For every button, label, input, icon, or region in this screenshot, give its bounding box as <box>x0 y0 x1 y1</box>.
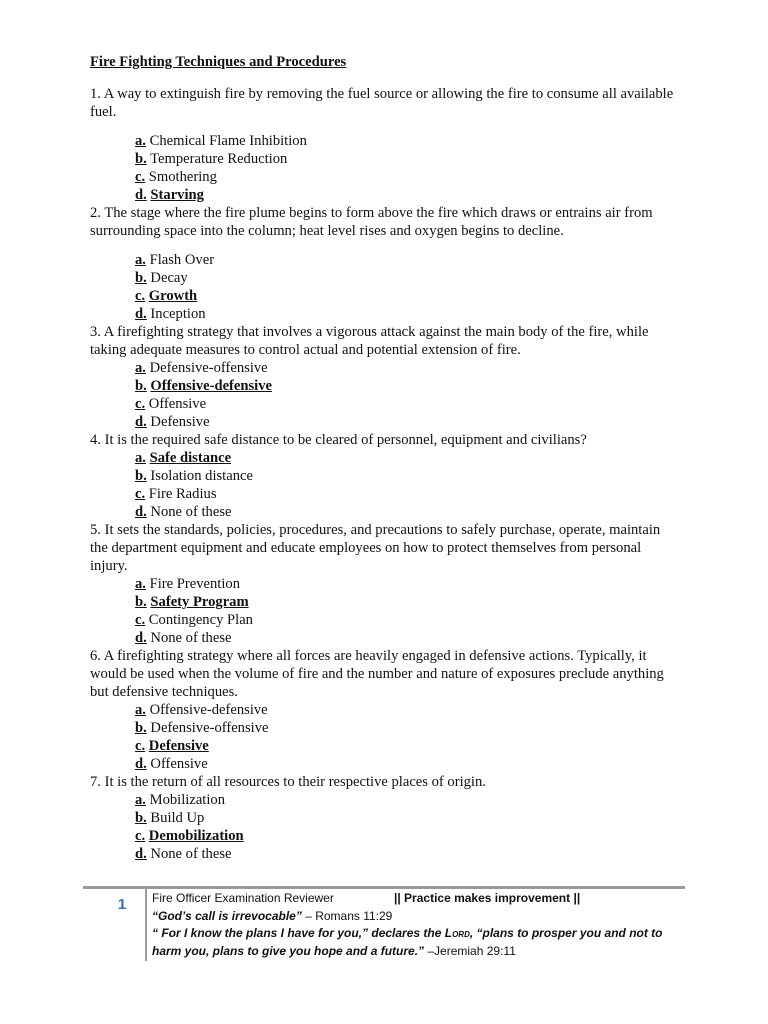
option-c: c. Fire Radius <box>135 486 217 502</box>
option-b: b. Temperature Reduction <box>135 151 288 167</box>
option-a: a. Flash Over <box>135 252 215 268</box>
option-c-correct: c. Defensive <box>135 738 209 754</box>
page-title: Fire Fighting Techniques and Procedures <box>90 54 347 70</box>
option-c-correct: c. Growth <box>135 288 198 304</box>
option-list <box>90 359 680 431</box>
option-a-correct: a. Safe distance <box>135 450 232 466</box>
question-text: 2. The stage where the fire plume begins to form above the fire which draws or entrains air from surrounding space into the column; heat level rises and oxygen begins to decline. <box>90 205 653 239</box>
option-d: d. None of these <box>135 846 232 862</box>
question-4 <box>90 431 680 521</box>
option-b: b. Decay <box>135 270 188 286</box>
option-c-correct: c. Demobilization <box>135 828 244 844</box>
option-d: d. None of these <box>135 504 232 520</box>
option-b: b. Isolation distance <box>135 468 253 484</box>
option-a: a. Chemical Flame Inhibition <box>135 133 307 149</box>
question-1 <box>90 85 680 204</box>
motto: || Practice makes improvement || <box>394 891 581 905</box>
footer-divider <box>145 889 147 961</box>
option-d: d. Offensive <box>135 756 208 772</box>
option-b-correct: b. Offensive-defensive <box>135 378 273 394</box>
question-text: 5. It sets the standards, policies, procedures, and precautions to safely purchase, operate, maintain the department equipment and educate employees on how to protect themselves from personal injury. <box>90 522 661 574</box>
option-list <box>90 251 680 323</box>
option-a: a. Defensive-offensive <box>135 360 268 376</box>
question-text: 7. It is the return of all resources to their respective places of origin. <box>90 774 486 790</box>
question-text: 6. A firefighting strategy where all forces are heavily engaged in defensive actions. Typically, it would be used when the volume of fire and the number and nature of exposures preclude anything but defensive techniques. <box>90 648 664 700</box>
page-content <box>90 53 680 863</box>
option-c: c. Contingency Plan <box>135 612 253 628</box>
option-d-correct: d. Starving <box>135 187 204 203</box>
option-c: c. Smothering <box>135 169 217 185</box>
option-b: b. Build Up <box>135 810 205 826</box>
option-d: d. Inception <box>135 306 206 322</box>
question-text: 1. A way to extinguish fire by removing the fuel source or allowing the fire to consume all available fuel. <box>90 86 674 120</box>
option-d: d. None of these <box>135 630 232 646</box>
exam-title: Fire Officer Examination Reviewer <box>152 891 334 905</box>
option-b: b. Defensive-offensive <box>135 720 269 736</box>
option-list <box>90 132 680 204</box>
option-a: a. Fire Prevention <box>135 576 240 592</box>
footer-header-line <box>152 890 682 908</box>
option-a: a. Offensive-defensive <box>135 702 268 718</box>
option-list <box>90 791 680 863</box>
question-3 <box>90 323 680 431</box>
option-c: c. Offensive <box>135 396 207 412</box>
question-7 <box>90 773 680 863</box>
option-b-correct: b. Safety Program <box>135 594 249 610</box>
verse-jeremiah: “ For I know the plans I have for you,” declares the Lord, “plans to prosper you and not to harm you, plans to give you hope and a future.” –Jeremiah 29:11 <box>152 926 663 958</box>
option-a: a. Mobilization <box>135 792 226 808</box>
verse-romans: “God’s call is irrevocable” – Romans 11:29 <box>152 908 393 923</box>
option-list <box>90 449 680 521</box>
question-5 <box>90 521 680 647</box>
question-2 <box>90 204 680 323</box>
question-text: 4. It is the required safe distance to be cleared of personnel, equipment and civilians? <box>90 432 587 448</box>
option-d: d. Defensive <box>135 414 210 430</box>
question-6 <box>90 647 680 773</box>
option-list <box>90 701 680 773</box>
footer-text <box>152 890 682 960</box>
page-number: 1 <box>117 896 127 913</box>
question-text: 3. A firefighting strategy that involves a vigorous attack against the main body of the fire, while taking adequate measures to control actual and potential extension of fire. <box>90 324 649 358</box>
option-list <box>90 575 680 647</box>
footer-rule <box>83 886 685 889</box>
